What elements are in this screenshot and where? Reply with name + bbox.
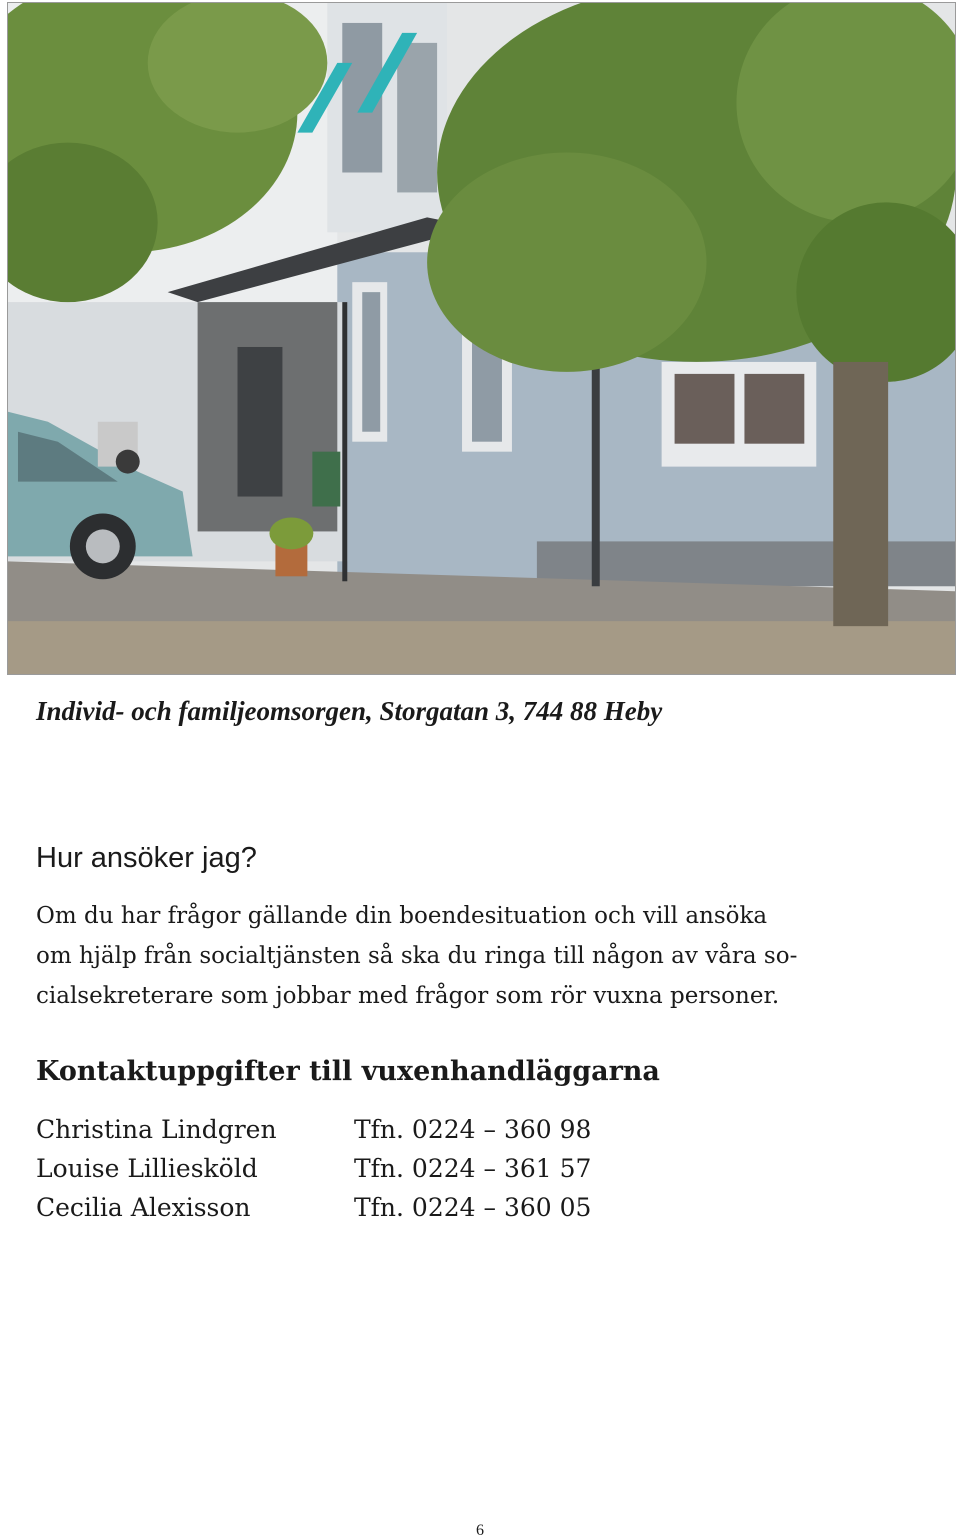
contact-row [36, 1110, 591, 1149]
section-heading: Hur ansöker jag? [36, 842, 257, 874]
contact-phone: Tfn. 0224 – 360 05 [354, 1193, 592, 1222]
body-line: Om du har frågor gällande din boendesituation och vill ansöka [36, 903, 768, 929]
contact-phone: Tfn. 0224 – 360 98 [354, 1115, 592, 1144]
contact-row [36, 1188, 591, 1227]
contact-name: Christina Lindgren [36, 1115, 277, 1144]
building-entrance-photo-icon [8, 3, 955, 674]
contact-name: Cecilia Alexisson [36, 1193, 251, 1222]
contact-list [36, 1110, 591, 1227]
body-line: cialsekreterare som jobbar med frågor som rör vuxna personer. [36, 983, 780, 1009]
body-paragraph [36, 896, 926, 1016]
contact-phone: Tfn. 0224 – 361 57 [354, 1154, 592, 1183]
contact-row [36, 1149, 591, 1188]
body-line: om hjälp från socialtjänsten så ska du ringa till någon av våra so- [36, 943, 798, 969]
page-number: 6 [476, 1522, 484, 1539]
building-photo [7, 2, 956, 675]
contacts-heading: Kontaktuppgifter till vuxenhandläggarna [36, 1056, 660, 1087]
contact-name: Louise Lilliesköld [36, 1154, 258, 1183]
photo-caption: Individ- och familjeomsorgen, Storgatan 3, 744 88 Heby [36, 696, 663, 726]
